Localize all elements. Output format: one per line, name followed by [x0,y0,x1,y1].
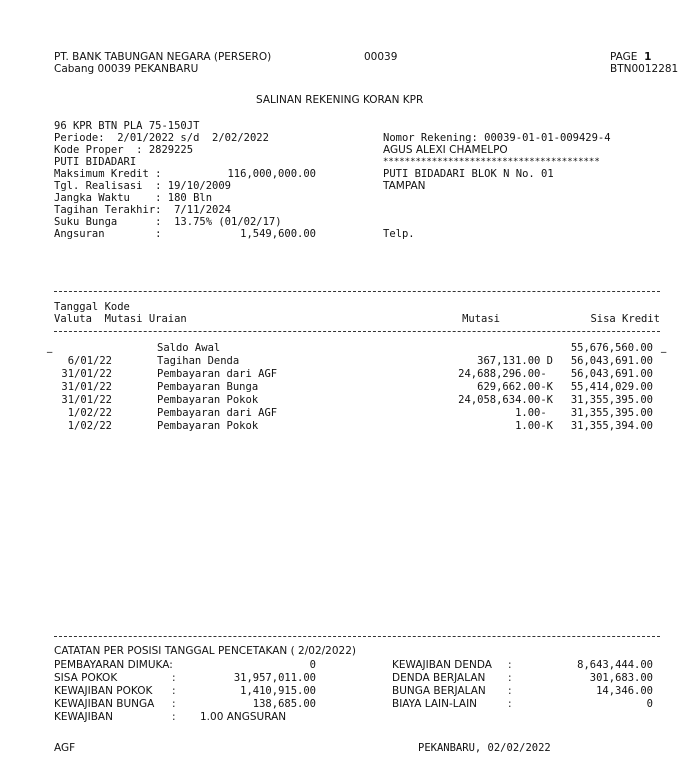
branch-code: 00039 [364,51,398,63]
row-date: 31/01/22 [61,381,112,393]
footer-code: AGF [54,742,76,754]
page-label: PAGE [610,51,638,63]
page-number: 1 [644,51,652,63]
row-sisa-kredit: 31,355,395.00 [570,407,653,419]
row-mutasi: 629,662.00-K [477,381,553,393]
max-credit-label: Maksimum Kredit : [54,168,162,180]
divider [54,636,660,637]
row-sisa-kredit: 55,414,029.00 [570,381,653,393]
table-row [0,420,692,432]
row-date: 31/01/22 [61,394,112,406]
row-sisa-kredit: 56,043,691.00 [570,355,653,367]
table-row [0,355,692,367]
footer-place-date: PEKANBARU, 02/02/2022 [418,742,551,754]
table-row [0,407,692,419]
note-value: 0 [646,698,653,710]
branch-name: Cabang 00039 PEKANBARU [54,63,199,75]
row-date: 1/02/22 [67,420,112,432]
note-colon: : [172,698,176,710]
row-mutasi [380,368,553,380]
project-name: PUTI BIDADARI [54,156,137,168]
row-description: Pembayaran Pokok [157,394,259,406]
note-label: PEMBAYARAN DIMUKA: [54,659,173,671]
column-header-sisa-kredit: Sisa Kredit [590,313,660,325]
customer-name: AGUS ALEXI CHAMELPO [383,144,508,156]
interest-rate: Suku Bunga : 13.75% (01/02/17) [54,216,282,228]
document-code: BTN0012281 [610,63,679,75]
kode-proper: Kode Proper : 2829225 [54,144,194,156]
row-description: Tagihan Denda [157,355,240,367]
table-row [0,368,692,380]
note-colon: : [508,698,512,710]
note-label: KEWAJIBAN DENDA [392,659,492,671]
row-sisa-kredit: 31,355,395.00 [570,394,653,406]
row-sisa-kredit: 31,355,394.00 [570,420,653,432]
period: Periode: 2/01/2022 s/d 2/02/2022 [54,132,269,144]
address-line-1: PUTI BIDADARI BLOK N No. 01 [383,168,554,180]
note-colon: : [172,711,176,723]
note-value: 0 [309,659,316,671]
note-label: SISA POKOK [54,672,118,684]
column-header-row-2: Valuta Mutasi Uraian [54,313,187,325]
note-label: BIAYA LAIN-LAIN [392,698,478,710]
row-mutasi [380,407,553,419]
note-colon: : [508,672,512,684]
column-header-row-1: Tanggal Kode [54,301,130,313]
telephone: Telp. [383,228,415,240]
row-description: Pembayaran Pokok [157,420,259,432]
row-sisa-kredit: 55,676,560.00 [570,342,653,354]
divider [54,291,660,292]
note-label: KEWAJIBAN BUNGA [54,698,155,710]
row-mutasi: 24,058,634.00-K [458,394,553,406]
row-mutasi: 367,131.00 D [477,355,553,367]
row-marker-left: _ [47,341,53,353]
note-colon: : [508,659,512,671]
row-mutasi: 1.00-K [515,420,553,432]
table-row [0,381,692,393]
product-name: 96 KPR BTN PLA 75-150JT [54,120,200,132]
loan-term: Jangka Waktu : 180 Bln [54,192,213,204]
note-value: 1.00 ANGSURAN [200,711,287,723]
row-date: 6/01/22 [67,355,112,367]
note-value: 8,643,444.00 [577,659,653,671]
note-colon: : [172,672,176,684]
row-mutasi-text: 1.00- [515,407,547,419]
note-colon: : [508,685,512,697]
note-value: 31,957,011.00 [233,672,316,684]
row-date: 31/01/22 [61,368,112,380]
row-date: 1/02/22 [67,407,112,419]
note-value: 301,683.00 [589,672,653,684]
row-description: Pembayaran dari AGF [157,407,278,419]
note-colon: : [172,685,176,697]
table-row [0,342,692,354]
table-row [0,394,692,406]
notes-title: CATATAN PER POSISI TANGGAL PENCETAKAN ( 2/02/2022) [54,645,356,657]
divider [54,331,660,332]
row-description: Saldo Awal [157,342,221,354]
address-line-2: TAMPAN [383,180,426,192]
row-description: Pembayaran Bunga [157,381,259,393]
separator-stars: **************************************** [383,157,600,167]
row-mutasi-text: 24,688,296.00- [458,368,547,380]
bank-name: PT. BANK TABUNGAN NEGARA (PERSERO) [54,51,272,63]
account-number: Nomor Rekening: 00039-01-01-009429-4 [383,132,611,144]
note-value: 1,410,915.00 [240,685,316,697]
note-label: KEWAJIBAN [54,711,113,723]
note-value: 14,346.00 [596,685,653,697]
page-indicator [610,51,651,63]
installment-label: Angsuran : [54,228,162,240]
note-value: 138,685.00 [252,698,316,710]
installment-value: 1,549,600.00 [240,228,316,240]
max-credit-value: 116,000,000.00 [227,168,316,180]
row-sisa-kredit: 56,043,691.00 [570,368,653,380]
note-label: DENDA BERJALAN [392,672,486,684]
note-label: BUNGA BERJALAN [392,685,486,697]
realization-date: Tgl. Realisasi : 19/10/2009 [54,180,232,192]
note-label: KEWAJIBAN POKOK [54,685,153,697]
row-marker-right: _ [661,341,667,353]
document-title: SALINAN REKENING KORAN KPR [256,94,424,106]
column-header-mutasi: Mutasi [462,313,500,325]
row-description: Pembayaran dari AGF [157,368,278,380]
last-bill-date: Tagihan Terakhir: 7/11/2024 [54,204,232,216]
